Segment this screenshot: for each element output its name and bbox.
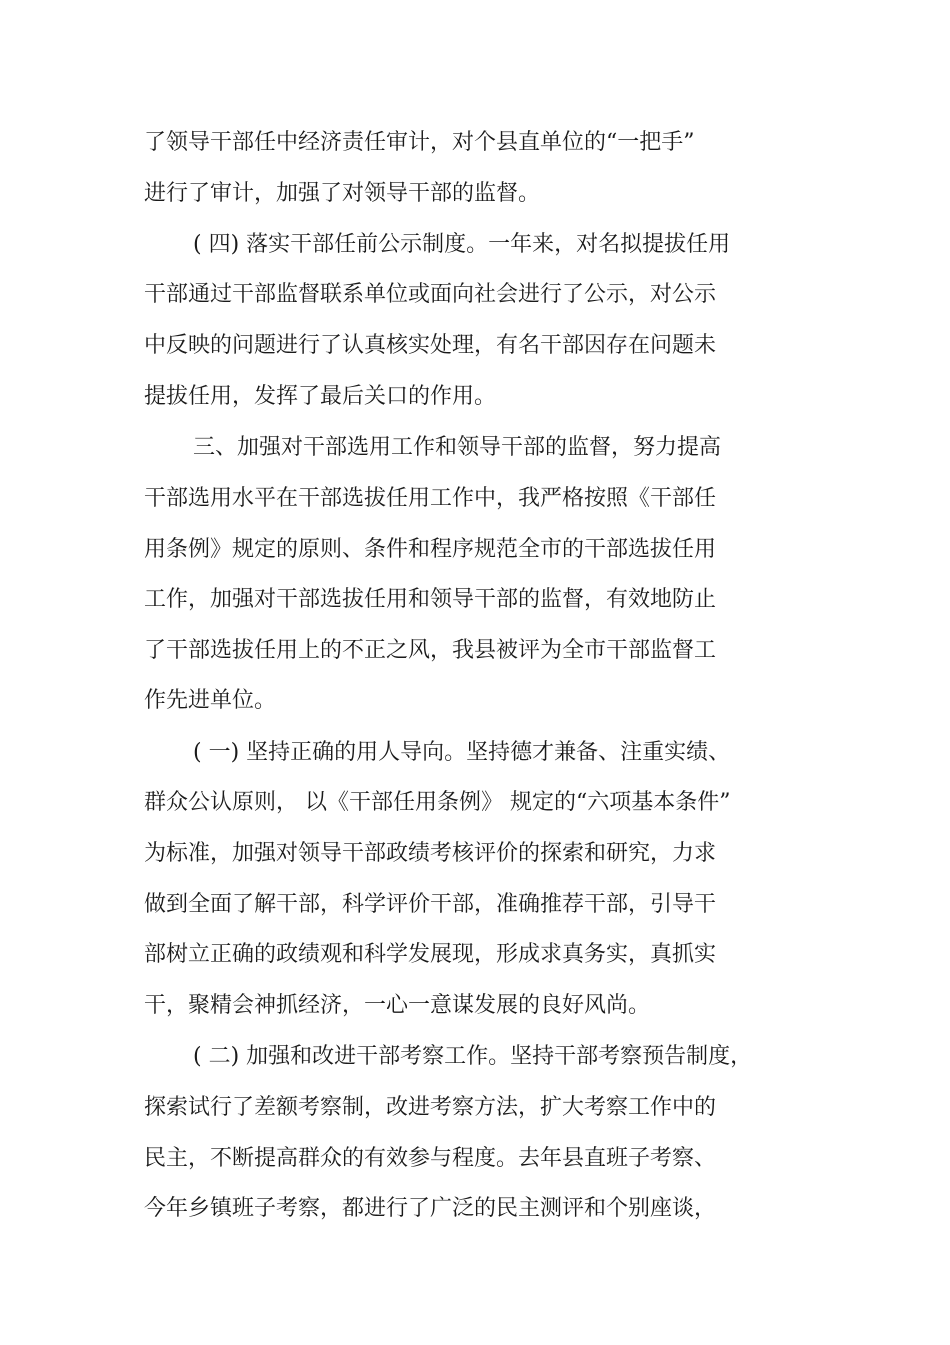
text-line: 民主，不断提高群众的有效参与程度。去年县直班子考察、 — [144, 1146, 717, 1171]
text-line: 进行了审计，加强了对领导干部的监督。 — [144, 181, 541, 206]
text-line: 工作，加强对干部选拔任用和领导干部的监督，有效地防止 — [144, 587, 717, 612]
text-line: 用条例》规定的原则、条件和程序规范全市的干部选拔任用 — [144, 537, 717, 562]
text-line: ( 四) 落实干部任前公示制度。一年来，对名拟提拔任用 — [193, 232, 731, 257]
text-line: 今年乡镇班子考察，都进行了广泛的民主测评和个别座谈， — [144, 1196, 717, 1221]
text-line: 了干部选拔任用上的不正之风，我县被评为全市干部监督工 — [144, 638, 717, 663]
text-line: 为标准，加强对领导干部政绩考核评价的探索和研究，力求 — [144, 841, 717, 866]
text-line: 干部通过干部监督联系单位或面向社会进行了公示，对公示 — [144, 282, 717, 307]
text-line: 部树立正确的政绩观和科学发展现，形成求真务实，真抓实 — [144, 942, 717, 967]
text-line: 干，聚精会神抓经济，一心一意谋发展的良好风尚。 — [144, 993, 651, 1018]
text-line: 群众公认原则， 以《干部任用条例》 规定的“六项基本条件” — [144, 790, 731, 815]
text-line: 探索试行了差额考察制，改进考察方法，扩大考察工作中的 — [144, 1095, 717, 1120]
text-line: 了领导干部任中经济责任审计，对个县直单位的“一把手” — [144, 130, 695, 155]
text-line: 作先进单位。 — [144, 688, 277, 713]
text-line: 提拔任用，发挥了最后关口的作用。 — [144, 384, 497, 409]
text-line: 干部选用水平在干部选拔任用工作中，我严格按照《干部任 — [144, 486, 717, 511]
text-line: 三、加强对干部选用工作和领导干部的监督，努力提高 — [193, 435, 722, 460]
text-line: ( 一) 坚持正确的用人导向。坚持德才兼备、注重实绩、 — [193, 740, 731, 765]
text-line: 中反映的问题进行了认真核实处理，有名干部因存在问题未 — [144, 333, 717, 358]
text-line: ( 二) 加强和改进干部考察工作。坚持干部考察预告制度， — [193, 1044, 753, 1069]
text-line: 做到全面了解干部，科学评价干部，准确推荐干部，引导干 — [144, 892, 717, 917]
